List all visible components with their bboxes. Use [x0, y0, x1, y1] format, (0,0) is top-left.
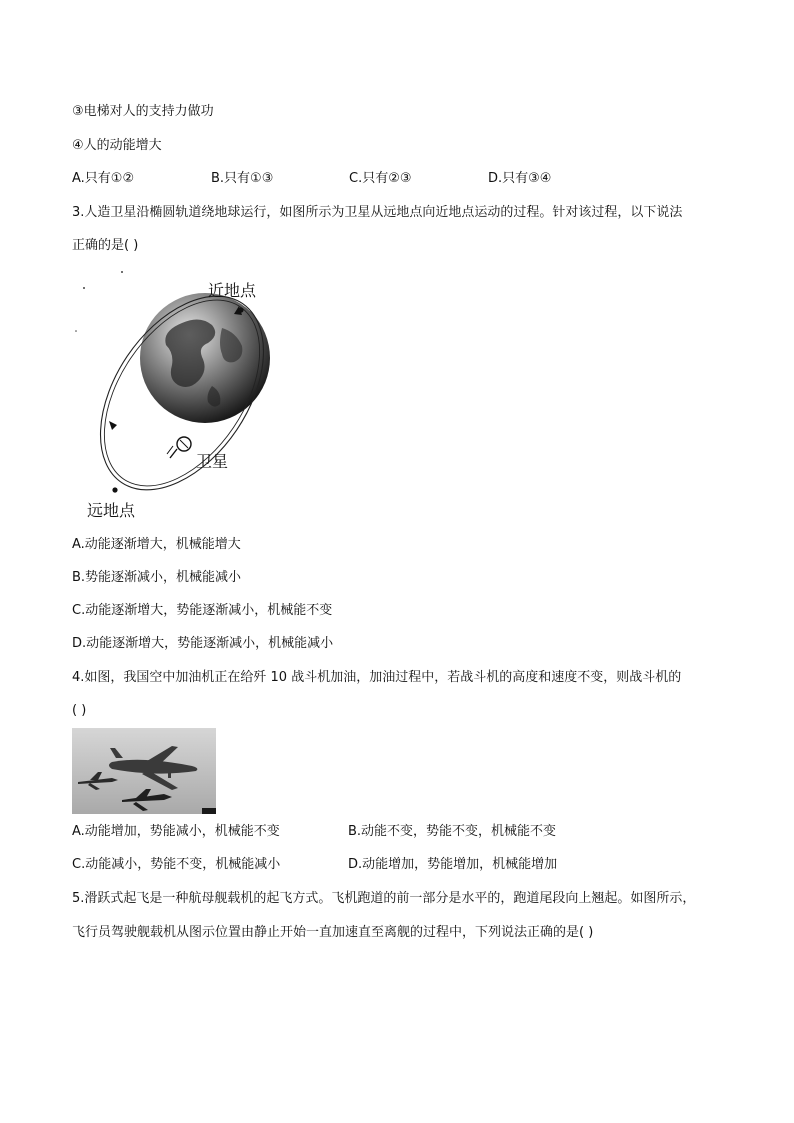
q2-option-a: A.只有①②: [72, 171, 135, 186]
orbit-arrow-icon-2: [109, 421, 117, 430]
q5-stem-line1: 5.滑跃式起飞是一种航母舰载机的起飞方式。飞机跑道的前一部分是水平的，跑道尾段向上翘起。如图所示，: [72, 891, 696, 906]
perigee-dot: [238, 307, 243, 312]
statement-3: ③电梯对人的支持力做功: [72, 104, 214, 119]
q4-option-b: B.动能不变，势能不变，机械能不变: [348, 824, 557, 839]
satellite-label: 卫星: [196, 452, 229, 471]
earth-icon: [140, 293, 270, 423]
satellite-orbit-figure: [72, 268, 282, 523]
q2-option-b: B.只有①③: [211, 171, 274, 186]
satellite-icon: [167, 437, 191, 458]
statement-4: ④人的动能增大: [72, 138, 162, 153]
q5-stem-line2: 飞行员驾驶舰载机从图示位置由静止开始一直加速直至离舰的过程中，下列说法正确的是( ): [72, 925, 594, 940]
q3-option-a: A.动能逐渐增大，机械能增大: [72, 537, 241, 552]
q4-stem-line2: ( ): [72, 703, 87, 718]
perigee-label: 近地点: [208, 281, 257, 300]
q2-option-d: D.只有③④: [488, 171, 552, 186]
q3-option-b: B.势能逐渐减小，机械能减小: [72, 570, 242, 585]
q4-stem-line1: 4.如图，我国空中加油机正在给歼 10 战斗机加油，加油过程中，若战斗机的高度和速度不变，则战斗机的: [72, 670, 682, 685]
orbit-diagram: [72, 268, 282, 523]
q3-stem-line2: 正确的是( ): [72, 238, 139, 253]
q3-option-d: D.动能逐渐增大，势能逐渐减小，机械能减小: [72, 636, 334, 651]
q4-option-a: A.动能增加，势能减小，机械能不变: [72, 824, 280, 839]
q2-option-c: C.只有②③: [349, 171, 412, 186]
q4-option-c: C.动能减小，势能不变，机械能减小: [72, 857, 281, 872]
q3-stem-line1: 3.人造卫星沿椭圆轨道绕地球运行，如图所示为卫星从远地点向近地点运动的过程。针对该过程，以下说法: [72, 205, 683, 220]
apogee-dot: [112, 487, 117, 492]
aircraft-refueling-image: [72, 728, 216, 814]
q3-option-c: C.动能逐渐增大，势能逐渐减小，机械能不变: [72, 603, 333, 618]
q4-option-d: D.动能增加，势能增加，机械能增加: [348, 857, 558, 872]
apogee-label: 远地点: [87, 501, 136, 520]
refueling-photo: [72, 728, 216, 814]
